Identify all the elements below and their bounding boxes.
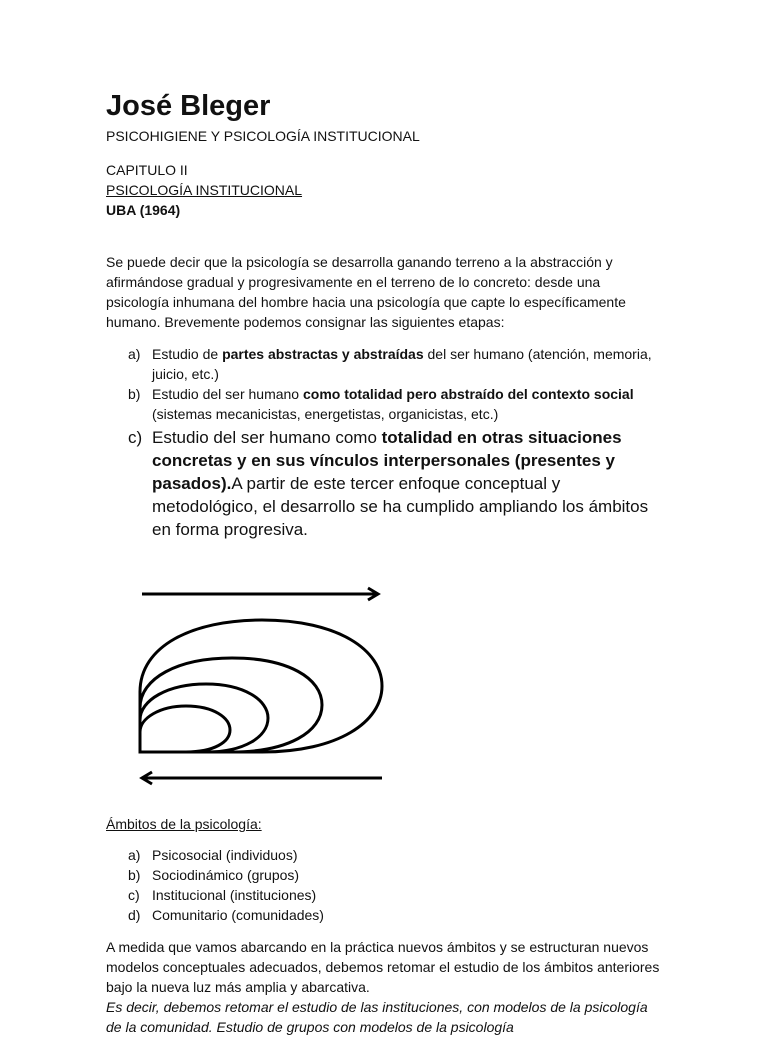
list-item — [106, 885, 666, 905]
intro-paragraph: Se puede decir que la psicología se desarrolla ganando terreno a la abstracción y afirmándose gradual y progresivamente en el terreno de lo concreto: desde una psicología inhumana del hombre hacia una psicología que capte lo específicamente humano. Brevemente podemos consignar las siguientes etapas: — [106, 254, 626, 330]
closing-italic-text: Es decir, debemos retomar el estudio de las instituciones, con modelos de la psicología de la comunidad. Estudio de grupos con modelos de la psicología — [106, 999, 648, 1035]
ambitos-heading: Ámbitos de la psicología: — [106, 816, 262, 832]
chapter-title: PSICOLOGÍA INSTITUCIONAL — [106, 182, 303, 198]
list-marker: a) — [128, 847, 141, 863]
list-item — [106, 905, 666, 925]
list-item — [106, 845, 666, 865]
ambitos-list — [106, 845, 666, 925]
stage-bold-text: partes abstractas y abstraídas — [222, 346, 424, 362]
closing-text: A medida que vamos abarcando en la práctica nuevos ámbitos y se estructuran nuevos modelos conceptuales adecuados, debemos retomar el estudio de los ámbitos anteriores bajo la nueva luz más amplia y abarcativa. — [106, 939, 660, 995]
list-marker: a) — [128, 346, 141, 362]
stage-bold-text: como totalidad pero abstraído del contexto social — [302, 386, 634, 402]
chapter-number: CAPITULO II — [106, 162, 188, 178]
list-marker: c) — [128, 428, 143, 447]
stages-list — [106, 344, 666, 541]
stage-text: (sistemas mecanicistas, energetistas, organicistas, etc.) — [152, 406, 499, 422]
list-item — [106, 384, 666, 424]
inner-shape — [140, 706, 230, 752]
stage-text: A partir de este tercer enfoque conceptual y metodológico, el desarrollo se ha cumplido ampliando los ámbitos en forma progresiva. — [152, 474, 649, 539]
list-item — [106, 865, 666, 885]
list-item — [106, 344, 666, 384]
closing-paragraph — [106, 937, 666, 1037]
author-title: José Bleger — [106, 90, 271, 122]
stage-bold-text: totalidad en otras situaciones concretas y en sus vínculos interpersonales (presentes y pasados). — [152, 428, 622, 493]
list-marker: b) — [128, 867, 141, 883]
third-shape — [140, 684, 268, 752]
list-marker: c) — [128, 887, 140, 903]
ambito-text: Sociodinámico (grupos) — [152, 867, 300, 883]
stage-text: Estudio de — [152, 346, 223, 362]
list-item — [106, 426, 666, 541]
stage-text: Estudio del ser humano como — [152, 428, 382, 447]
list-marker: b) — [128, 386, 141, 402]
source-label: UBA (1964) — [106, 202, 181, 218]
ambito-text: Comunitario (comunidades) — [152, 907, 324, 923]
stage-text: Estudio del ser humano — [152, 386, 303, 402]
second-shape — [140, 658, 322, 752]
book-title: PSICOHIGIENE Y PSICOLOGÍA INSTITUCIONAL — [106, 128, 420, 144]
stage-text: del ser humano (atención, memoria, juicio, etc.) — [152, 346, 652, 382]
ambito-text: Institucional (instituciones) — [152, 887, 317, 903]
ambito-text: Psicosocial (individuos) — [152, 847, 298, 863]
nested-scopes-diagram — [130, 580, 390, 800]
list-marker: d) — [128, 907, 141, 923]
